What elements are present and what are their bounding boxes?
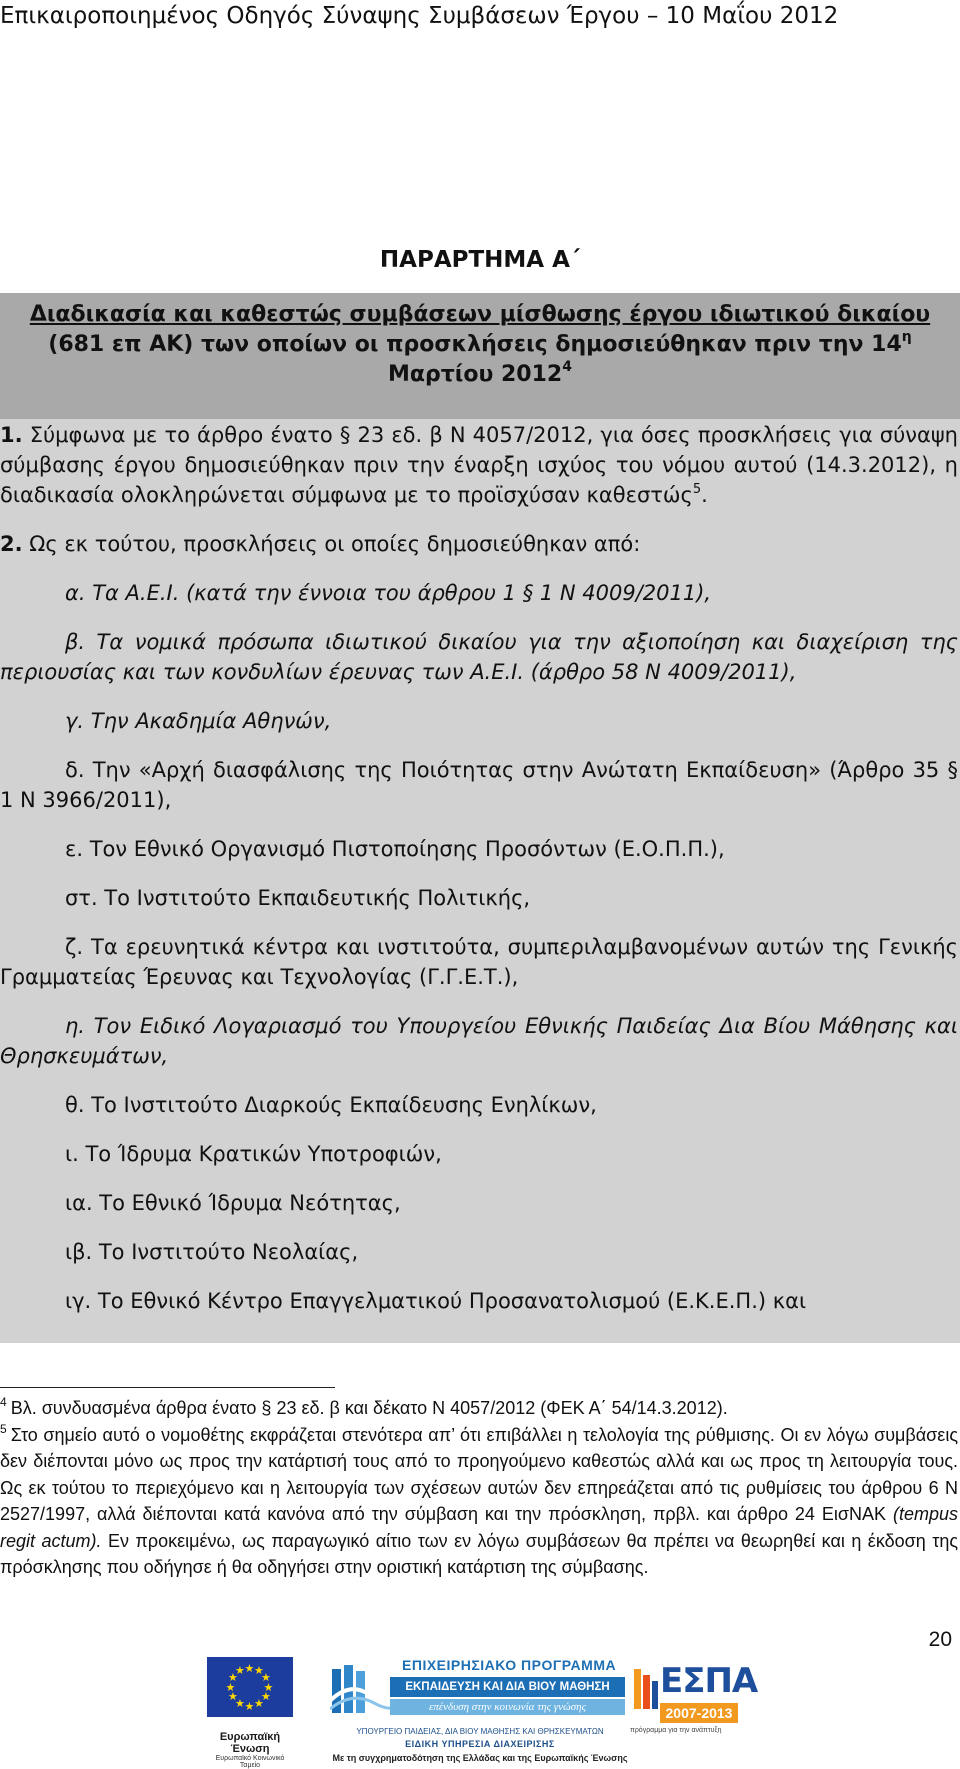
espa-mark-icon bbox=[630, 1665, 660, 1715]
list-item: γ. Την Ακαδημία Αθηνών, bbox=[65, 709, 332, 733]
paragraph-2-number: 2. bbox=[0, 532, 23, 556]
footnote-ref-5: 5 bbox=[692, 482, 702, 497]
eu-star-icon: ★ bbox=[260, 1690, 271, 1703]
list-item: β. Τα νομικά πρόσωπα ιδιωτικού δικαίου για την αξιοποίηση και διαχείριση της περιουσίας και των κονδυλίων έρευνας των Α.Ε.Ι. (άρθρο 58 Ν 4009/2011), bbox=[0, 630, 958, 684]
footnote-5-italic: (tempus regit actum). bbox=[0, 1504, 958, 1551]
annex-heading bbox=[0, 300, 960, 390]
list-item: ζ. Τα ερευνητικά κέντρα και ινστιτούτα, συμπεριλαμβανομένων αυτών της Γενικής Γραμματείας Έρευνας και Τεχνολογίας (Γ.Γ.Ε.Τ.), bbox=[0, 935, 958, 989]
eu-star-icon: ★ bbox=[263, 1680, 274, 1694]
footnote-4 bbox=[0, 1395, 958, 1422]
program-slogan: επένδυση στην κοινωνία της γνώσης bbox=[390, 1699, 625, 1715]
paragraph-2-text: Ως εκ τούτου, προσκλήσεις οι οποίες δημοσιεύθηκαν από: bbox=[22, 532, 641, 556]
eu-star-icon: ★ bbox=[244, 1699, 255, 1713]
paragraph-1-number: 1. bbox=[0, 423, 23, 447]
eu-star-icon: ★ bbox=[235, 1664, 245, 1678]
list-item: η. Τον Ειδικό Λογαριασμό του Υπουργείου Εθνικής Παιδείας Δια Βίου Μάθησης και Θρησκευμάτων, bbox=[0, 1014, 958, 1068]
list-item: α. Τα Α.Ε.Ι. (κατά την έννοια του άρθρου 1 § 1 Ν 4009/2011), bbox=[65, 581, 712, 605]
program-label: ΕΠΙΧΕΙΡΗΣΙΑΚΟ ΠΡΟΓΡΑΜΜΑ bbox=[402, 1657, 617, 1673]
eu-star-icon: ★ bbox=[254, 1696, 264, 1710]
body-text bbox=[0, 420, 958, 1316]
annex-title: ΠΑΡΑΡΤΗΜΑ Α΄ bbox=[379, 247, 581, 273]
list-item: ιβ. Το Ινστιτούτο Νεολαίας, bbox=[65, 1240, 359, 1264]
footnote-5-text-b: Εν προκειμένω, ως παραγωγικό αίτιο των εν λόγω συμβάσεων θα πρέπει να θεωρηθεί και η έκδοση της πρόσκλησης που οδήγησε ή θα οδηγήσει στην οριστική κατάρτιση της σύμβασης. bbox=[0, 1530, 959, 1577]
heading-line-1: Διαδικασία και καθεστώς συμβάσεων μίσθωσης έργου ιδιωτικού δικαίου bbox=[29, 302, 931, 327]
ministry-name: ΥΠΟΥΡΓΕΙΟ ΠΑΙΔΕΙΑΣ, ΔΙΑ ΒΙΟΥ ΜΑΘΗΣΗΣ ΚΑΙ ΘΡΗΣΚΕΥΜΑΤΩΝ bbox=[356, 1727, 604, 1736]
eu-star-icon: ★ bbox=[254, 1664, 264, 1678]
list-item: δ. Την «Αρχή διασφάλισης της Ποιότητας στην Ανώτατη Εκπαίδευση» (Άρθρο 35 § 1 Ν 3966/2011), bbox=[0, 758, 958, 812]
list-item: ι. Το Ίδρυμα Κρατικών Υποτροφιών, bbox=[65, 1142, 442, 1166]
eu-star-icon: ★ bbox=[225, 1680, 236, 1694]
footnote-5 bbox=[0, 1422, 958, 1581]
footnote-4-text: Βλ. συνδυασμένα άρθρα ένατο § 23 εδ. β και δέκατο Ν 4057/2012 (ΦΕΚ Α΄ 54/14.3.2012). bbox=[10, 1398, 728, 1418]
list-item: ιγ. Το Εθνικό Κέντρο Επαγγελματικού Προσανατολισμού (Ε.Κ.Ε.Π.) και bbox=[65, 1289, 807, 1313]
list-item: στ. Το Ινστιτούτο Εκπαιδευτικής Πολιτικής, bbox=[65, 886, 531, 910]
espa-subtitle: πρόγραμμα για την ανάπτυξη bbox=[630, 1727, 722, 1734]
list-item: θ. Το Ινστιτούτο Διαρκούς Εκπαίδευσης Ενηλίκων, bbox=[65, 1093, 597, 1117]
footnotes bbox=[0, 1395, 958, 1581]
heading-line-2: (681 επ ΑΚ) των οποίων οι προσκλήσεις δημοσιεύθηκαν πριν την 14 bbox=[48, 332, 902, 357]
paragraph-2 bbox=[0, 529, 958, 559]
paragraph-1-text: Σύμφωνα με το άρθρο ένατο § 23 εδ. β Ν 4057/2012, για όσες προσκλήσεις για σύναψη σύμβασης έργου δημοσιεύθηκαν πριν την έναρξη ισχύος του νόμου αυτού (14.3.2012), η διαδικασία ολοκληρώνεται σύμφωνα με το προϊσχύσαν καθεστώς bbox=[0, 423, 958, 507]
running-header: Επικαιροποιημένος Οδηγός Σύναψης Συμβάσεων Έργου – 10 Μαΐου 2012 bbox=[0, 3, 839, 29]
eu-fund: Ευρωπαϊκό Κοινωνικό Ταμείο bbox=[215, 1755, 285, 1769]
page-number: 20 bbox=[928, 1628, 952, 1651]
espa-logo bbox=[630, 1661, 758, 1741]
footnote-5-text-a: Στο σημείο αυτό ο νομοθέτης εκφράζεται στενότερα απ’ ότι επιβάλλει η τελολογία της ρύθμισης. Οι εν λόγω συμβάσεις δεν διέπονται μόνο ως προς την κατάρτισή τους από το προηγούμενο καθεστώς αλλά και ως προς τη λειτουργία τους. Ως εκ τούτου το περιεχόμενο και η λειτουργία των σχέσεων αυτών δεν επηρεάζεται από τις ρυθμίσεις του άρθρου 6 Ν 2527/1997, αλλά διέπονται κατά κανόνα από την σύμβαση και την πρόσκληση, πρβλ. και άρθρο 24 ΕισΝΑΚ bbox=[0, 1424, 958, 1524]
footnote-separator bbox=[0, 1387, 335, 1388]
footnote-5-number: 5 bbox=[0, 1421, 7, 1436]
eu-star-icon: ★ bbox=[228, 1671, 238, 1684]
epeaek-logo bbox=[330, 1655, 630, 1763]
program-title: ΕΚΠΑΙΔΕΥΣΗ ΚΑΙ ΔΙΑ ΒΙΟΥ ΜΑΘΗΣΗ bbox=[390, 1677, 625, 1697]
funding-logos bbox=[0, 1655, 960, 1769]
managing-authority: ΕΙΔΙΚΗ ΥΠΗΡΕΣΙΑ ΔΙΑΧΕΙΡΙΣΗΣ bbox=[405, 1739, 555, 1749]
paragraph-1-end: . bbox=[701, 483, 708, 507]
eu-star-icon: ★ bbox=[228, 1690, 238, 1703]
footnote-ref-4: 4 bbox=[562, 359, 572, 375]
heading-superscript: η bbox=[901, 329, 912, 345]
footnote-4-number: 4 bbox=[0, 1395, 7, 1409]
list-item: ε. Τον Εθνικό Οργανισμό Πιστοποίησης Προσόντων (Ε.Ο.Π.Π.), bbox=[65, 837, 725, 861]
heading-line-3: Μαρτίου 2012 bbox=[388, 362, 563, 387]
eu-star-icon: ★ bbox=[260, 1671, 271, 1684]
eu-name: Ευρωπαϊκή Ένωση bbox=[219, 1731, 281, 1755]
espa-years: 2007-2013 bbox=[660, 1703, 738, 1723]
cofunding-note: Με τη συγχρηματοδότηση της Ελλάδας και της Ευρωπαϊκής Ένωσης bbox=[332, 1753, 628, 1763]
eu-star-icon: ★ bbox=[235, 1696, 245, 1710]
espa-name: ΕΣΠΑ bbox=[660, 1661, 758, 1701]
list-item: ια. Το Εθνικό Ίδρυμα Νεότητας, bbox=[65, 1191, 401, 1215]
eu-star-icon: ★ bbox=[244, 1661, 255, 1675]
eu-flag-icon bbox=[207, 1657, 293, 1717]
paragraph-1 bbox=[0, 420, 958, 510]
